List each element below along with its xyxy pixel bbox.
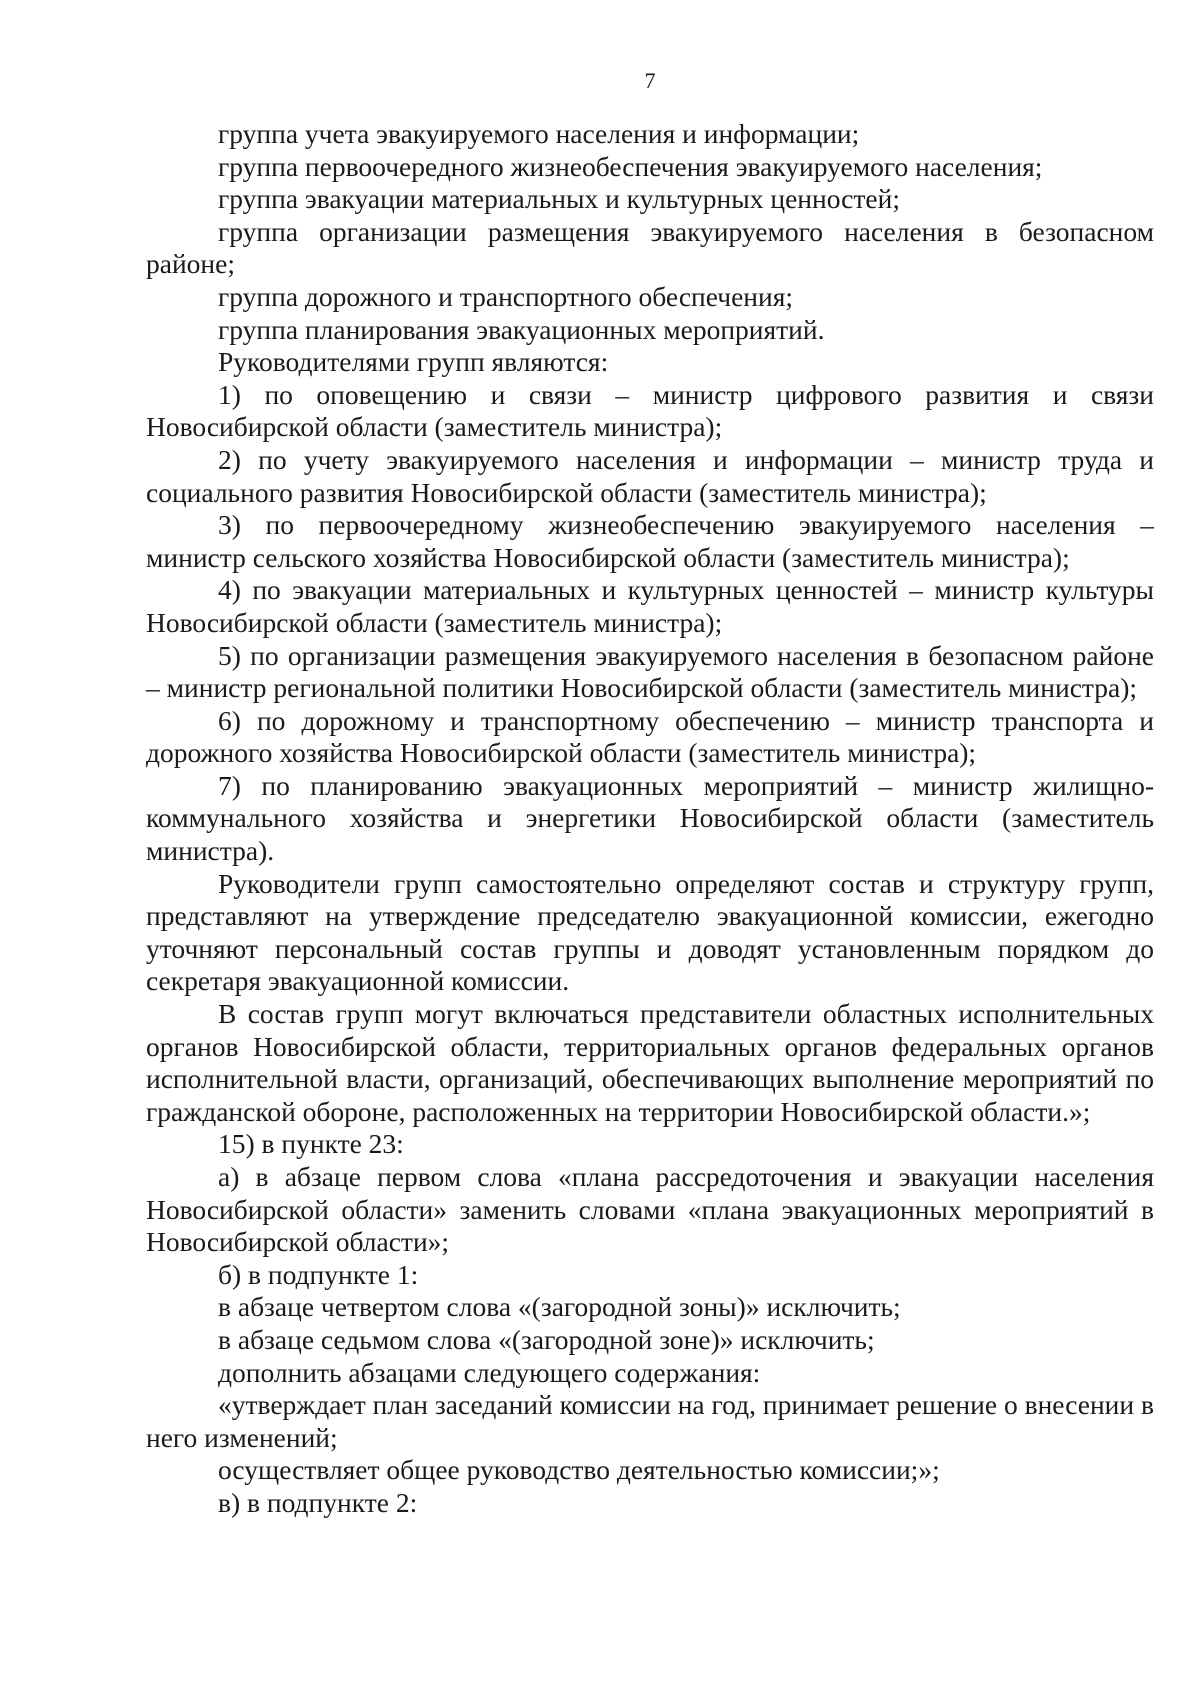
paragraph: 15) в пункте 23: <box>218 1128 404 1160</box>
paragraph: группа организации размещения эвакуируемого населения в безопасном районе; <box>146 215 1154 280</box>
document-body <box>146 118 1154 1520</box>
paragraph: б) в подпункте 1: <box>218 1258 419 1290</box>
paragraph: 5) по организации размещения эвакуируемого населения в безопасном районе – министр региональной политики Новосибирской области (заместитель министра); <box>146 639 1154 704</box>
paragraph: осуществляет общее руководство деятельностью комиссии;»; <box>218 1454 940 1486</box>
paragraph: 6) по дорожному и транспортному обеспечению – министр транспорта и дорожного хозяйства Новосибирской области (заместитель министра); <box>146 704 1154 769</box>
paragraph: 7) по планированию эвакуационных мероприятий – министр жилищно-коммунального хозяйства и энергетики Новосибирской области (заместитель министра). <box>146 769 1154 867</box>
paragraph: дополнить абзацами следующего содержания: <box>218 1356 761 1388</box>
paragraph: а) в абзаце первом слова «плана рассредоточения и эвакуации населения Новосибирской области» заменить словами «плана эвакуационных мероприятий в Новосибирской области»; <box>146 1161 1154 1258</box>
paragraph: В состав групп могут включаться представители областных исполнительных органов Новосибирской области, территориальных органов федеральных органов исполнительной власти, организаций, обеспечивающих выполнение мероприятий по гражданской обороне, расположенных на территории Новосибирской области.»; <box>146 998 1154 1127</box>
paragraph: 2) по учету эвакуируемого населения и информации – министр труда и социального развития Новосибирской области (заместитель министра); <box>146 443 1154 508</box>
paragraph: Руководители групп самостоятельно определяют состав и структуру групп, представляют на утверждение председателю эвакуационной комиссии, ежегодно уточняют персональный состав группы и доводят установленным порядком до секретаря эвакуационной комиссии. <box>146 867 1154 997</box>
paragraph: 1) по оповещению и связи – министр цифрового развития и связи Новосибирской области (заместитель министра); <box>146 378 1154 443</box>
paragraph: в абзаце четвертом слова «(загородной зоны)» исключить; <box>218 1291 901 1323</box>
paragraph: группа учета эвакуируемого населения и информации; <box>218 118 860 149</box>
paragraph: группа эвакуации материальных и культурных ценностей; <box>218 183 900 215</box>
paragraph: в абзаце седьмом слова «(загородной зоне)» исключить; <box>218 1323 875 1355</box>
paragraph: «утверждает план заседаний комиссии на год, принимает решение о внесении в него изменений; <box>146 1389 1154 1453</box>
paragraph: Руководителями групп являются: <box>218 346 609 378</box>
paragraph: группа первоочередного жизнеобеспечения эвакуируемого населения; <box>218 150 1043 182</box>
paragraph: 3) по первоочередному жизнеобеспечению эвакуируемого населения – министр сельского хозяйства Новосибирской области (заместитель министра); <box>146 509 1154 573</box>
paragraph: 4) по эвакуации материальных и культурных ценностей – министр культуры Новосибирской области (заместитель министра); <box>146 574 1154 638</box>
paragraph: группа дорожного и транспортного обеспечения; <box>218 280 794 312</box>
paragraph: в) в подпункте 2: <box>218 1486 418 1518</box>
paragraph: группа планирования эвакуационных мероприятий. <box>218 313 825 345</box>
page-number: 7 <box>644 68 656 93</box>
